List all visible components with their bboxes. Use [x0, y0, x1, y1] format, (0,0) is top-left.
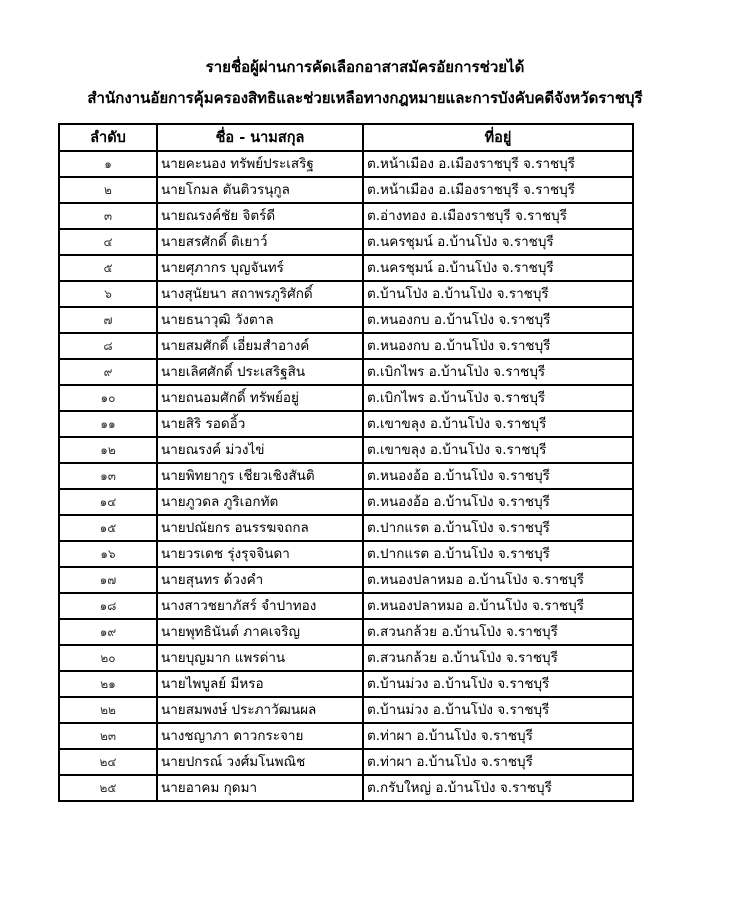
- name-cell: นายธนาวุฒิ วังตาล: [157, 307, 363, 333]
- row-number-cell: ๑๐: [59, 385, 157, 411]
- table-row: [59, 411, 633, 437]
- address-cell: ต.บ้านโป่ง อ.บ้านโป่ง จ.ราชบุรี: [363, 281, 633, 307]
- address-cell: ต.หนองอ้อ อ.บ้านโป่ง จ.ราชบุรี: [363, 463, 633, 489]
- table-row: [59, 697, 633, 723]
- table-row: [59, 385, 633, 411]
- table-row: [59, 541, 633, 567]
- address-cell: ต.สวนกล้วย อ.บ้านโป่ง จ.ราชบุรี: [363, 619, 633, 645]
- address-cell: ต.บ้านม่วง อ.บ้านโป่ง จ.ราชบุรี: [363, 671, 633, 697]
- row-number-cell: ๕: [59, 255, 157, 281]
- row-number-cell: ๒๕: [59, 775, 157, 801]
- name-cell: นายสิริ รอดอิ้ว: [157, 411, 363, 437]
- table-row: [59, 203, 633, 229]
- table-row: [59, 723, 633, 749]
- row-number-cell: ๑: [59, 151, 157, 177]
- table-row: [59, 463, 633, 489]
- table-row: [59, 515, 633, 541]
- table-row: [59, 177, 633, 203]
- table-row: [59, 619, 633, 645]
- row-number-cell: ๓: [59, 203, 157, 229]
- document-title: รายชื่อผู้ผ่านการคัดเลือกอาสาสมัครอัยการช่วยได้: [205, 58, 525, 76]
- table-row: [59, 229, 633, 255]
- name-cell: นายบุญมาก แพรด่าน: [157, 645, 363, 671]
- row-number-cell: ๔: [59, 229, 157, 255]
- column-header-address: ที่อยู่: [363, 124, 633, 151]
- address-cell: ต.เบิกไพร อ.บ้านโป่ง จ.ราชบุรี: [363, 359, 633, 385]
- address-cell: ต.เขาขลุง อ.บ้านโป่ง จ.ราชบุรี: [363, 411, 633, 437]
- column-header-name: ชื่อ - นามสกุล: [157, 124, 363, 151]
- address-cell: ต.หน้าเมือง อ.เมืองราชบุรี จ.ราชบุรี: [363, 177, 633, 203]
- document-subtitle: สำนักงานอัยการคุ้มครองสิทธิและช่วยเหลือทางกฎหมายและการบังคับคดีจังหวัดราชบุรี: [87, 89, 643, 107]
- table-row: [59, 255, 633, 281]
- row-number-cell: ๙: [59, 359, 157, 385]
- table-row: [59, 645, 633, 671]
- name-cell: นายโกมล ตันติวรนุกูล: [157, 177, 363, 203]
- table-row: [59, 333, 633, 359]
- address-cell: ต.เขาขลุง อ.บ้านโป่ง จ.ราชบุรี: [363, 437, 633, 463]
- row-number-cell: ๑๖: [59, 541, 157, 567]
- address-cell: ต.หนองปลาหมอ อ.บ้านโป่ง จ.ราชบุรี: [363, 593, 633, 619]
- row-number-cell: ๒๓: [59, 723, 157, 749]
- address-cell: ต.นครชุมน์ อ.บ้านโป่ง จ.ราชบุรี: [363, 229, 633, 255]
- name-cell: นายปกรณ์ วงศ์มโนพณิช: [157, 749, 363, 775]
- table-row: [59, 671, 633, 697]
- name-cell: นายสมพงษ์ ประภาวัฒนผล: [157, 697, 363, 723]
- address-cell: ต.นครชุมน์ อ.บ้านโป่ง จ.ราชบุรี: [363, 255, 633, 281]
- table-row: [59, 593, 633, 619]
- table-row: [59, 307, 633, 333]
- name-cell: นายถนอมศักดิ์ ทรัพย์อยู่: [157, 385, 363, 411]
- table-row: [59, 775, 633, 801]
- row-number-cell: ๘: [59, 333, 157, 359]
- name-cell: นายศุภากร บุญจันทร์: [157, 255, 363, 281]
- name-cell: นายเลิศศักดิ์ ประเสริฐสิน: [157, 359, 363, 385]
- table-row: [59, 567, 633, 593]
- row-number-cell: ๑๑: [59, 411, 157, 437]
- candidates-table: [58, 123, 634, 802]
- column-header-number: ลำดับ: [59, 124, 157, 151]
- table-header-row: [59, 124, 633, 151]
- row-number-cell: ๖: [59, 281, 157, 307]
- name-cell: นายณรงค์ชัย จิตร์ดี: [157, 203, 363, 229]
- address-cell: ต.หนองกบ อ.บ้านโป่ง จ.ราชบุรี: [363, 333, 633, 359]
- table-row: [59, 281, 633, 307]
- row-number-cell: ๗: [59, 307, 157, 333]
- name-cell: นายไพบูลย์ มีหรอ: [157, 671, 363, 697]
- row-number-cell: ๒๑: [59, 671, 157, 697]
- address-cell: ต.หน้าเมือง อ.เมืองราชบุรี จ.ราชบุรี: [363, 151, 633, 177]
- row-number-cell: ๒๐: [59, 645, 157, 671]
- table-row: [59, 437, 633, 463]
- name-cell: นายคะนอง ทรัพย์ประเสริฐ: [157, 151, 363, 177]
- name-cell: นายสุนทร ด้วงคำ: [157, 567, 363, 593]
- name-cell: นางสุนัยนา สถาพรภูริศักดิ์: [157, 281, 363, 307]
- address-cell: ต.ท่าผา อ.บ้านโป่ง จ.ราชบุรี: [363, 723, 633, 749]
- address-cell: ต.เบิกไพร อ.บ้านโป่ง จ.ราชบุรี: [363, 385, 633, 411]
- name-cell: นายปณัยกร อนรรฆจถกล: [157, 515, 363, 541]
- row-number-cell: ๑๒: [59, 437, 157, 463]
- table-row: [59, 749, 633, 775]
- row-number-cell: ๑๔: [59, 489, 157, 515]
- address-cell: ต.ท่าผา อ.บ้านโป่ง จ.ราชบุรี: [363, 749, 633, 775]
- name-cell: นางชญาภา ดาวกระจาย: [157, 723, 363, 749]
- row-number-cell: ๒: [59, 177, 157, 203]
- row-number-cell: ๑๙: [59, 619, 157, 645]
- table-row: [59, 489, 633, 515]
- address-cell: ต.หนองกบ อ.บ้านโป่ง จ.ราชบุรี: [363, 307, 633, 333]
- row-number-cell: ๑๗: [59, 567, 157, 593]
- name-cell: นายณรงค์ ม่วงไข่: [157, 437, 363, 463]
- name-cell: นายอาคม กุดมา: [157, 775, 363, 801]
- address-cell: ต.หนองอ้อ อ.บ้านโป่ง จ.ราชบุรี: [363, 489, 633, 515]
- name-cell: นายพุทธินันต์ ภาคเจริญ: [157, 619, 363, 645]
- name-cell: นายพิทยากูร เชียวเชิงสันติ: [157, 463, 363, 489]
- address-cell: ต.ปากแรต อ.บ้านโป่ง จ.ราชบุรี: [363, 515, 633, 541]
- address-cell: ต.หนองปลาหมอ อ.บ้านโป่ง จ.ราชบุรี: [363, 567, 633, 593]
- table-row: [59, 359, 633, 385]
- row-number-cell: ๑๓: [59, 463, 157, 489]
- name-cell: นายสมศักดิ์ เอี่ยมสำอางค์: [157, 333, 363, 359]
- table-row: [59, 151, 633, 177]
- name-cell: นายภูวดล ภูริเอกทัต: [157, 489, 363, 515]
- address-cell: ต.กรับใหญ่ อ.บ้านโป่ง จ.ราชบุรี: [363, 775, 633, 801]
- address-cell: ต.ปากแรต อ.บ้านโป่ง จ.ราชบุรี: [363, 541, 633, 567]
- address-cell: ต.อ่างทอง อ.เมืองราชบุรี จ.ราชบุรี: [363, 203, 633, 229]
- row-number-cell: ๑๕: [59, 515, 157, 541]
- row-number-cell: ๒๔: [59, 749, 157, 775]
- name-cell: นายสรศักดิ์ ติเยาว์: [157, 229, 363, 255]
- address-cell: ต.สวนกล้วย อ.บ้านโป่ง จ.ราชบุรี: [363, 645, 633, 671]
- row-number-cell: ๑๘: [59, 593, 157, 619]
- name-cell: นายวรเดช รุ่งรุจจินดา: [157, 541, 363, 567]
- address-cell: ต.บ้านม่วง อ.บ้านโป่ง จ.ราชบุรี: [363, 697, 633, 723]
- name-cell: นางสาวชยาภัสร์ จำปาทอง: [157, 593, 363, 619]
- row-number-cell: ๒๒: [59, 697, 157, 723]
